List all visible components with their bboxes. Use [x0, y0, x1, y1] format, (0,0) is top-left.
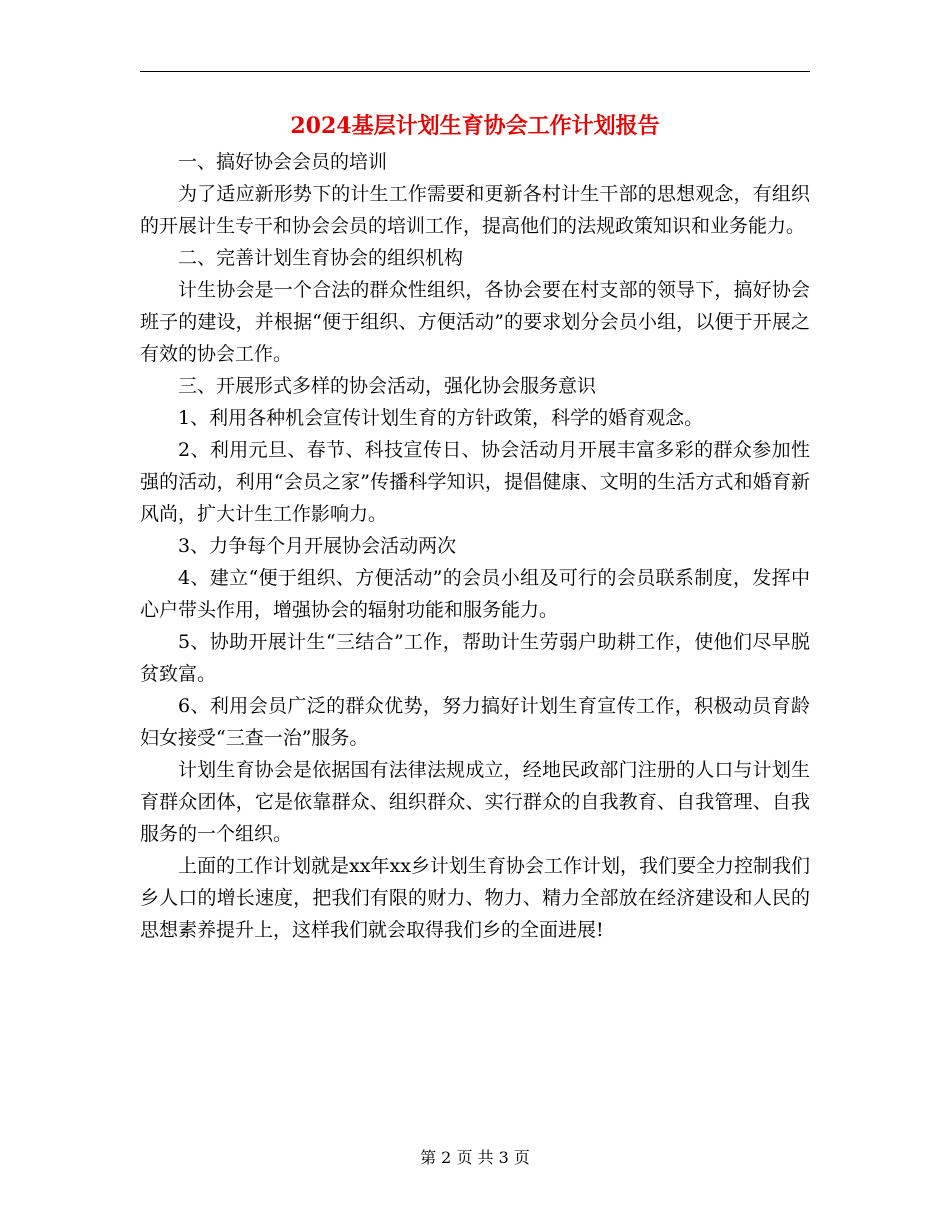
- section-heading-2: 二、完善计划生育协会的组织机构: [178, 247, 464, 269]
- document-body: [140, 146, 810, 946]
- page-number: 第 2 页 共 3 页: [420, 1148, 530, 1167]
- list-item: 1、利用各种机会宣传计划生育的方针政策，科学的婚育观念。: [178, 407, 704, 429]
- paragraph: 上面的工作计划就是xx年xx乡计划生育协会工作计划，我们要全力控制我们乡人口的增长速度，把我们有限的财力、物力、精力全部放在经济建设和人民的思想素养提升上，这样我们就会取得我们乡的全面进展!: [140, 855, 810, 941]
- list-item: 5、协助开展计生“三结合”工作，帮助计生劳弱户助耕工作，使他们尽早脱贫致富。: [140, 631, 810, 685]
- list-item: 6、利用会员广泛的群众优势，努力搞好计划生育宣传工作，积极动员育龄妇女接受“三查一治”服务。: [140, 695, 810, 749]
- list-item: 3、力争每个月开展协会活动两次: [178, 535, 457, 557]
- list-item: 2、利用元旦、春节、科技宣传日、协会活动月开展丰富多彩的群众参加性强的活动，利用“会员之家”传播科学知识，提倡健康、文明的生活方式和婚育新风尚，扩大计生工作影响力。: [140, 439, 810, 525]
- header-rule: [140, 71, 810, 72]
- paragraph: 计生协会是一个合法的群众性组织，各协会要在村支部的领导下，搞好协会班子的建设，并根据“便于组织、方便活动”的要求划分会员小组，以便于开展之有效的协会工作。: [140, 279, 810, 365]
- paragraph: 为了适应新形势下的计生工作需要和更新各村计生干部的思想观念，有组织的开展计生专干和协会会员的培训工作，提高他们的法规政策知识和业务能力。: [140, 183, 810, 237]
- paragraph: 计划生育协会是依据国有法律法规成立，经地民政部门注册的人口与计划生育群众团体，它是依靠群众、组织群众、实行群众的自我教育、自我管理、自我服务的一个组织。: [140, 759, 810, 845]
- section-heading-3: 三、开展形式多样的协会活动，强化协会服务意识: [178, 375, 597, 397]
- section-heading-1: 一、搞好协会会员的培训: [178, 151, 388, 173]
- list-item: 4、建立“便于组织、方便活动”的会员小组及可行的会员联系制度，发挥中心户带头作用，增强协会的辐射功能和服务能力。: [140, 567, 810, 621]
- document-title: 2024基层计划生育协会工作计划报告: [290, 113, 660, 139]
